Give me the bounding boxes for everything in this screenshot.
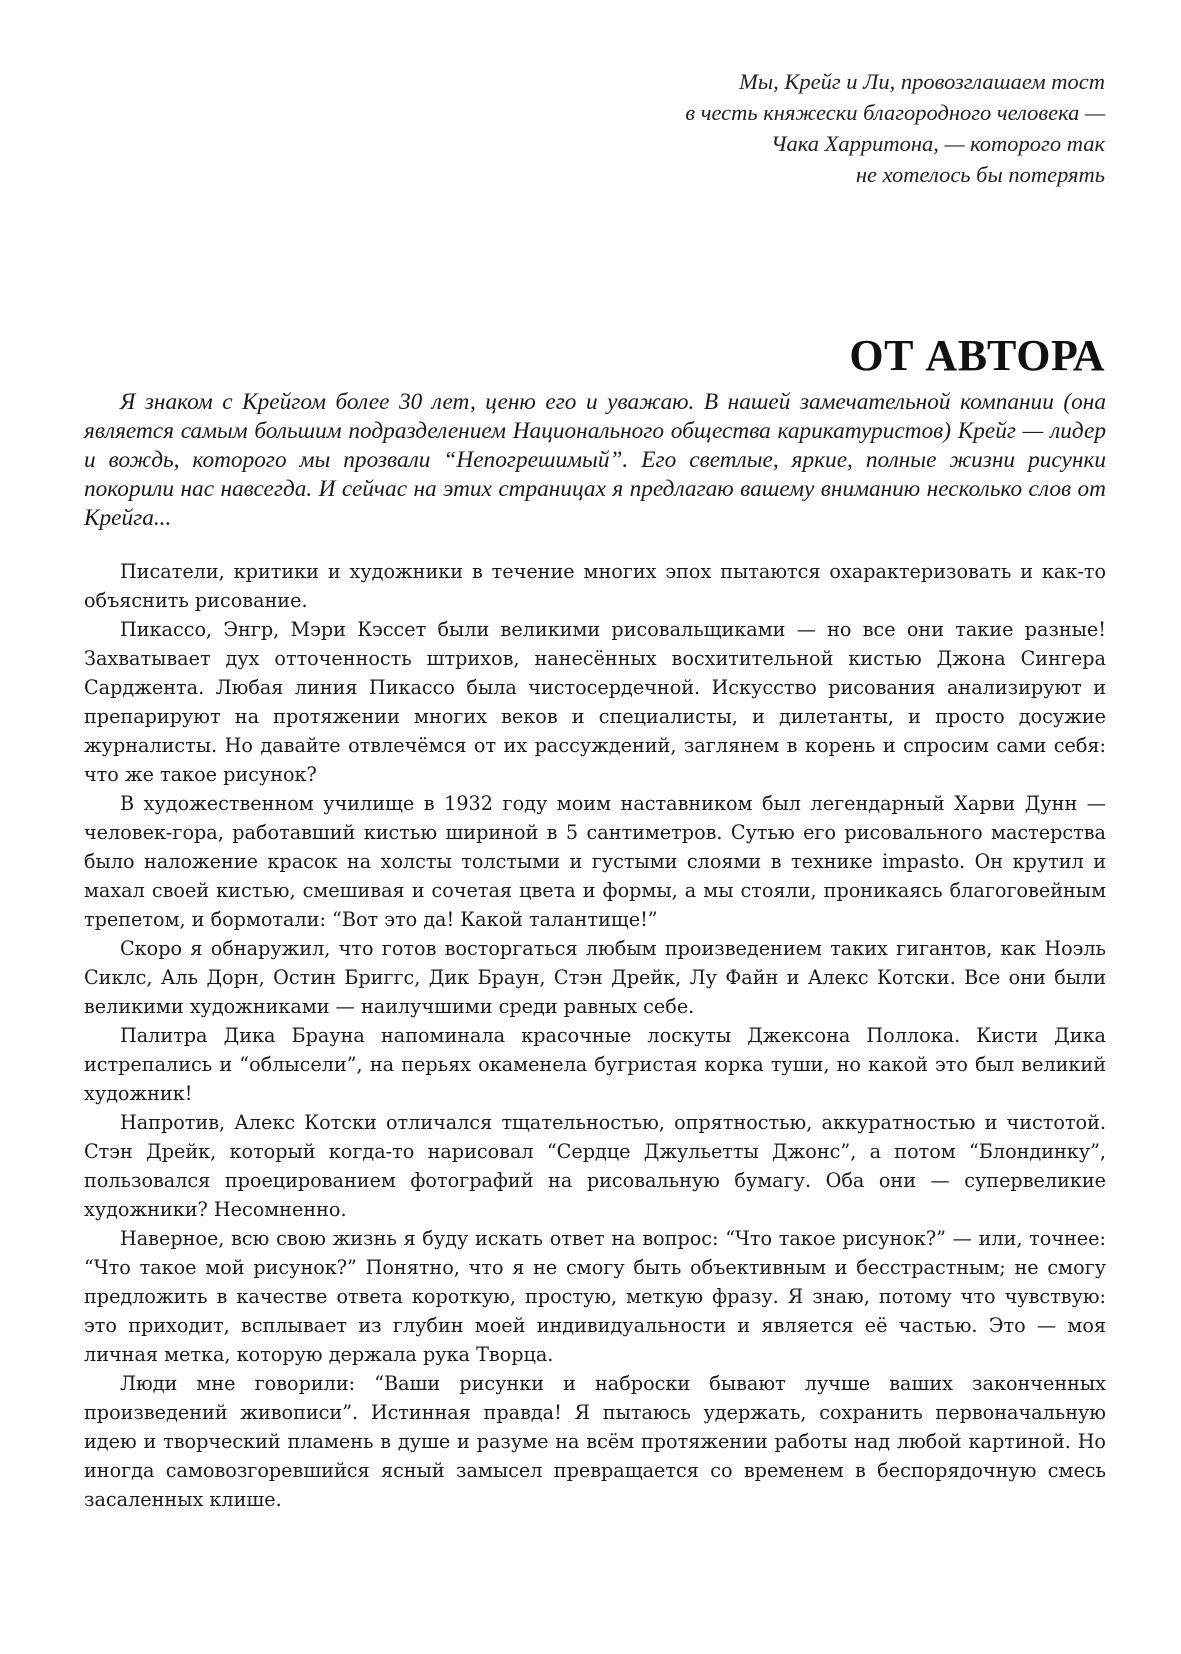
page-title: ОТ АВТОРА <box>849 331 1105 380</box>
paragraph: Напротив, Алекс Котски отличался тщательностью, опрятностью, аккуратностью и чистотой. Стэн Дрейк, который когда-то нарисовал “Сердце Джульетты Джонс”, а потом “Блондинку”, пользовался проецированием фотографий на рисовальную бумагу. Оба они — супервеликие художники? Несомненно. <box>84 1111 1106 1221</box>
paragraph: Пикассо, Энгр, Мэри Кэссет были великими рисовальщиками — но все они такие разные! Захватывает дух отточенность штрихов, нанесённых восхитительной кистью Джона Сингера Сарджента. Любая линия Пикассо была чистосердечной. Искусство рисования анализируют и препарируют на протяжении многих веков и специалисты, и дилетанты, и просто досужие журналисты. Но давайте отвлечёмся от их рассуждений, заглянем в корень и спросим сами себя: что же такое рисунок? <box>84 618 1106 786</box>
epigraph-line: в честь княжески благородного человека — <box>685 100 1105 125</box>
paragraph: Наверное, всю свою жизнь я буду искать ответ на вопрос: “Что такое рисунок?” — или, точнее: “Что такое мой рисунок?” Понятно, что я не смогу быть объективным и бесстрастным; не смогу предложить в качестве ответа короткую, простую, меткую фразу. Я знаю, потому что чувствую: это приходит, всплывает из глубин моей индивидуальности и является её частью. Это — моя личная метка, которую держала рука Творца. <box>84 1227 1106 1366</box>
epigraph-line: не хотелось бы потерять <box>855 162 1105 187</box>
epigraph <box>505 66 1105 190</box>
intro-paragraph: Я знаком с Крейгом более 30 лет, ценю его и уважаю. В нашей замечательной компании (она является самым большим подразделением Национального общества карикатуристов) Крейг — лидер и вождь, которого мы прозвали “Непогрешимый”. Его светлые, яркие, полные жизни рисунки покорили нас навсегда. И сейчас на этих страницах я предлагаю вашему вниманию несколько слов от Крейга... <box>84 389 1106 531</box>
paragraph: Люди мне говорили: “Ваши рисунки и наброски бывают лучше ваших законченных произведений живописи”. Истинная правда! Я пытаюсь удержать, сохранить первоначальную идею и творческий пламень в душе и разуме на всём протяжении работы над любой картиной. Но иногда самовозгоревшийся ясный замысел превращается со временем в беспорядочную смесь засаленных клише. <box>84 1372 1106 1511</box>
paragraph: Палитра Дика Брауна напоминала красочные лоскуты Джексона Поллока. Кисти Дика истрепались и “облысели”, на перьях окаменела бугристая корка туши, но какой это был великий художник! <box>84 1024 1106 1105</box>
epigraph-line: Чака Харритона, — которого так <box>771 131 1105 156</box>
paragraph: Скоро я обнаружил, что готов восторгаться любым произведением таких гигантов, как Ноэль Сиклс, Аль Дорн, Остин Бриггс, Дик Браун, Стэн Дрейк, Лу Файн и Алекс Котски. Все они были великими художниками — наилучшими среди равных себе. <box>84 937 1106 1018</box>
paragraph: Писатели, критики и художники в течение многих эпох пытаются охарактеризовать и как-то объяснить рисование. <box>84 560 1106 612</box>
body-text <box>84 388 1106 1514</box>
epigraph-line: Мы, Крейг и Ли, провозглашаем тост <box>739 69 1105 94</box>
paragraph: В художественном училище в 1932 году моим наставником был легендарный Харви Дунн — человек-гора, работавший кистью шириной в 5 сантиметров. Сутью его рисовального мастерства было наложение красок на холсты толстыми и густыми слоями в технике impasto. Он крутил и махал своей кистью, смешивая и сочетая цвета и формы, а мы стояли, проникаясь благоговейным трепетом, и бормотали: “Вот это да! Какой талантище!” <box>84 792 1106 931</box>
